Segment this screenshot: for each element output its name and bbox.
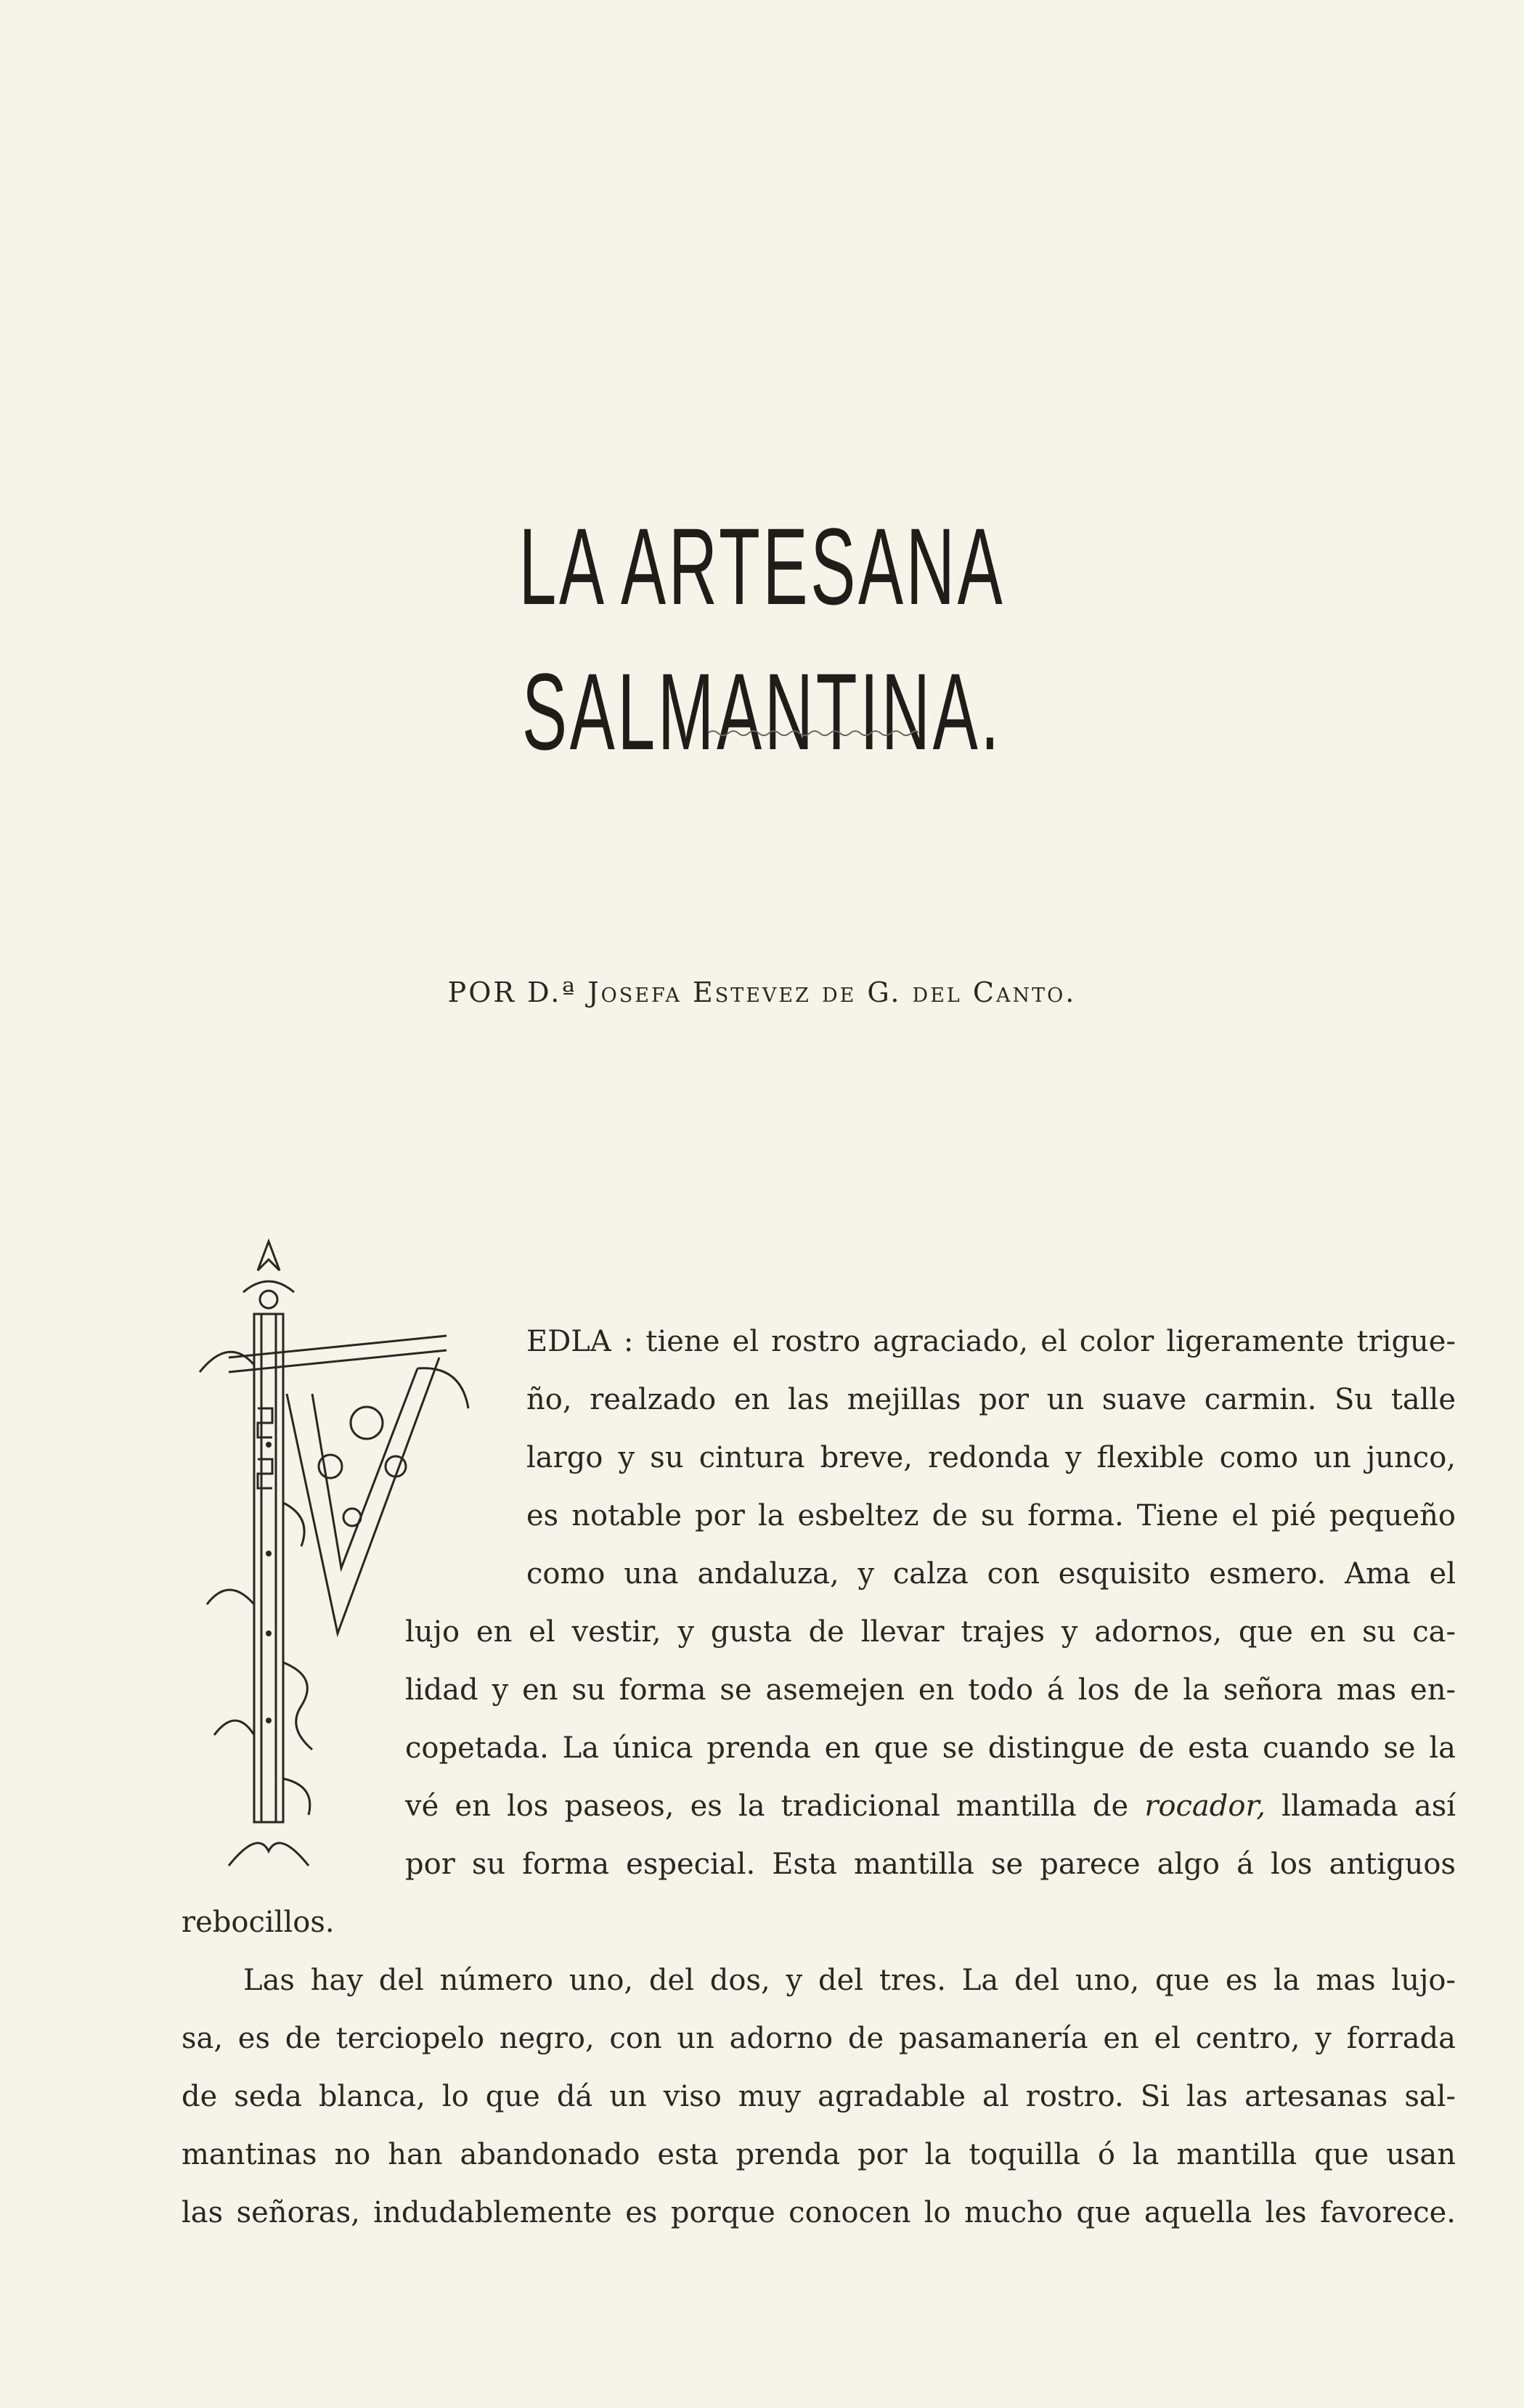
paragraph-1-block-a (526, 1313, 1456, 1603)
rocador-term: rocador, (1144, 1789, 1266, 1823)
paragraph-1-tail (182, 1893, 1456, 1951)
text-line: como una andaluza, y calza con esquisito esmero. Ama el (526, 1557, 1456, 1591)
line9-before: vé en los paseos, es la tradicional mantilla de (405, 1789, 1129, 1823)
text-line: copetada. La única prenda en que se distingue de esta cuando se la (405, 1731, 1456, 1765)
byline-author: D.ª Josefa Estevez de G. del Canto. (527, 976, 1077, 1008)
paragraph-1-block-b (405, 1603, 1456, 1893)
decorative-rule (708, 726, 918, 740)
article-title: LA ARTESANA SALMANTINA. (518, 505, 1006, 772)
text-line: por su forma especial. Esta mantilla se parece algo á los antiguos (405, 1848, 1456, 1881)
text-line: ño, realzado en las mejillas por un suave carmin. Su talle (526, 1383, 1456, 1416)
byline-por: POR (447, 976, 516, 1008)
text-line: lidad y en su forma se asemejen en todo á los de la señora mas en- (405, 1673, 1456, 1707)
line9-after: llamada así (1281, 1789, 1456, 1823)
text-line: de seda blanca, lo que dá un viso muy agradable al rostro. Si las artesanas sal- (182, 2080, 1456, 2113)
text-line: rebocillos. (182, 1906, 335, 1939)
text-line (405, 1777, 1456, 1835)
text-line: largo y su cintura breve, redonda y flexible como un junco, (526, 1441, 1456, 1474)
text-line: lujo en el vestir, y gusta de llevar trajes y adornos, que en su ca- (405, 1615, 1456, 1649)
drop-cap-letter: V (185, 1227, 186, 1228)
text-line: Las hay del número uno, del dos, y del tres. La del uno, que es la mas lujo- (243, 1964, 1456, 1997)
paragraph-2 (182, 1951, 1456, 2242)
author-byline (0, 976, 1524, 1008)
text-line: las señoras, indudablemente es porque conocen lo mucho que aquella les favorece. (182, 2196, 1456, 2229)
text-line: sa, es de terciopelo negro, con un adorno de pasamanería en el centro, y forrada (182, 2022, 1456, 2055)
text-line: mantinas no han abandonado esta prenda por la toquilla ó la mantilla que usan (182, 2138, 1456, 2171)
text-line: es notable por la esbeltez de su forma. Tiene el pié pequeño (526, 1499, 1456, 1532)
text-line: EDLA : tiene el rostro agraciado, el color ligeramente trigue- (526, 1325, 1456, 1358)
